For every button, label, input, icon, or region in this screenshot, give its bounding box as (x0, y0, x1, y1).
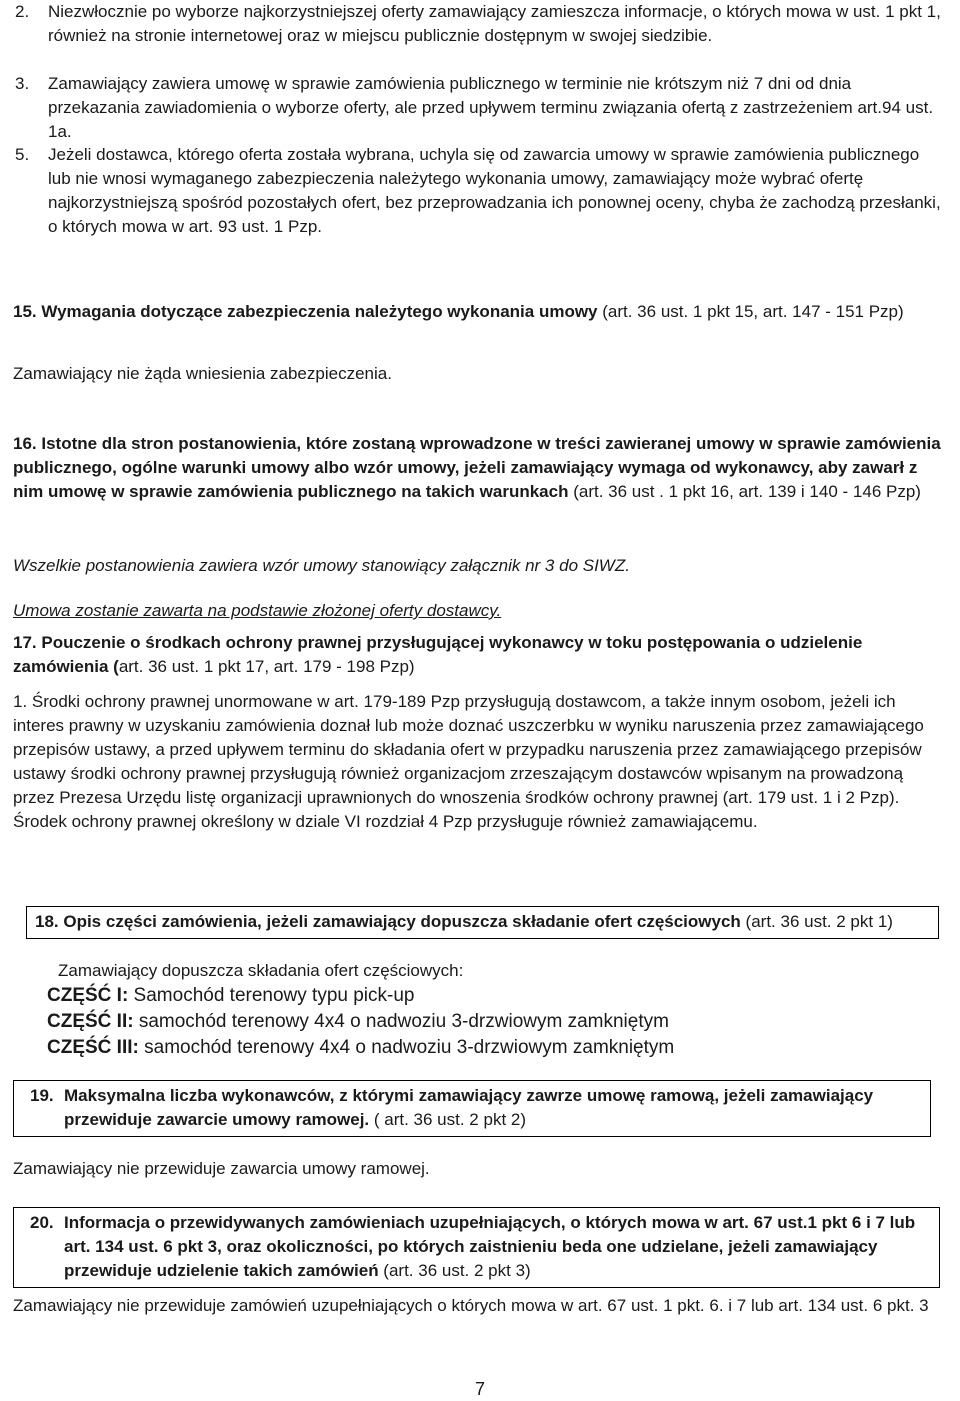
section-17-body: 1. Środki ochrony prawnej unormowane w art. 179-189 Pzp przysługują dostawcom, a także innym osobom, jeżeli ich interes prawny w uzyskaniu zamówienia doznał lub może doznać uszczerbku w wyniku naruszenia przez zamawiającego przepisów ustawy, a przed upływem terminu do składania ofert w przypadku naruszenia przez zamawiającego przepisów ustawy środki ochrony prawnej przysługują również organizacjom zrzeszającym dostawców wpisanym na prowadzoną przez Prezesa Urzędu listę organizacji uprawnionych do wnoszenia środków ochrony prawnej (art. 179 ust. 1 i 2 Pzp). Środek ochrony prawnej określony w dziale VI rozdział 4 Pzp przysługuje również zamawiającemu. (13, 692, 924, 831)
section-17-heading (13, 631, 943, 679)
section-19-body: Zamawiający nie przewiduje zawarcia umowy ramowej. (13, 1159, 430, 1178)
section-17-title: 17. Pouczenie o środkach ochrony prawnej przysługującej wykonawcy w toku postępowania o udzielenie zamówienia ( (13, 633, 863, 676)
section-20-heading-box (13, 1207, 940, 1288)
section-20-body: Zamawiający nie przewiduje zamówień uzupełniających o których mowa w art. 67 ust. 1 pkt. 6. i 7 lub art. 134 ust. 6 pkt. 3 (13, 1296, 929, 1315)
section-19-ref: ( art. 36 ust. 2 pkt 2) (369, 1110, 526, 1129)
page-number: 7 (474, 1379, 485, 1399)
item-text: Jeżeli dostawca, którego oferta została wybrana, uchyla się od zawarcia umowy w sprawie zamówienia publicznego lub nie wnosi wymaganego zabezpieczenia należytego wykonania umowy, zamawiający może wybrać ofertę najkorzystniejszą spośród pozostałych ofert, bez przeprowadzania ich ponownej oceny, chyba że zachodzą przesłanki, o których mowa w art. 93 ust. 1 Pzp. (48, 145, 941, 236)
section-15-title: 15. Wymagania dotyczące zabezpieczenia należytego wykonania umowy (13, 302, 598, 321)
section-16-heading (13, 432, 943, 504)
part-3 (47, 1035, 960, 1061)
item-number: 5. (15, 145, 30, 164)
section-17-ref: art. 36 ust. 1 pkt 17, art. 179 - 198 Pzp) (118, 657, 415, 676)
part-1 (47, 983, 960, 1009)
section-15-ref: (art. 36 ust. 1 pkt 15, art. 147 - 151 Pzp) (602, 302, 904, 321)
section-16-ref: (art. 36 ust . 1 pkt 16, art. 139 i 140 - 146 Pzp) (573, 482, 921, 501)
section-20-number: 20. (30, 1213, 54, 1232)
part-2-label: CZĘŚĆ II: (47, 1011, 134, 1032)
item-text: Zamawiający zawiera umowę w sprawie zamówienia publicznego w terminie nie krótszym niż 7 dni od dnia przekazania zawiadomienia o wyborze oferty, ale przed upływem terminu związania ofertą z zastrzeżeniem art.94 ust. 1a. (48, 74, 934, 141)
section-20-title: Informacja o przewidywanych zamówieniach uzupełniających, o których mowa w art. 67 ust.1 pkt 6 i 7 lub art. 134 ust. 6 pkt 3, oraz okoliczności, po których zaistnieniu beda one udzielane, jeżeli zamawiający przewiduje udzielenie takich zamówień (64, 1213, 916, 1280)
item-number: 3. (15, 74, 30, 93)
section-16-body-2: Umowa zostanie zawarta na podstawie złożonej oferty dostawcy. (13, 601, 502, 620)
item-number: 2. (15, 2, 30, 21)
section-15-heading (13, 300, 943, 324)
part-1-label: CZĘŚĆ I: (47, 985, 129, 1006)
section-20-ref: (art. 36 ust. 2 pkt 3) (378, 1261, 531, 1280)
section-19-title: Maksymalna liczba wykonawców, z którymi zamawiający zawrze umowę ramową, jeżeli zamawiający przewiduje zawarcie umowy ramowej. (64, 1086, 874, 1129)
section-19-number: 19. (30, 1086, 54, 1105)
item-text: Niezwłocznie po wyborze najkorzystniejszej oferty zamawiający zamieszcza informacje, o których mowa w ust. 1 pkt 1, również na stronie internetowej oraz w miejscu publicznie dostępnym w swojej siedzibie. (48, 2, 941, 45)
section-15-body: Zamawiający nie żąda wniesienia zabezpieczenia. (13, 364, 392, 383)
part-3-text: samochód terenowy 4x4 o nadwoziu 3-drzwiowym zamkniętym (138, 1037, 675, 1058)
section-18-ref: (art. 36 ust. 2 pkt 1) (745, 912, 893, 931)
part-1-text: Samochód terenowy typu pick-up (128, 985, 415, 1006)
section-19-heading-box (13, 1080, 931, 1137)
part-2 (47, 1009, 960, 1035)
section-16-body-1: Wszelkie postanowienia zawiera wzór umowy stanowiący załącznik nr 3 do SIWZ. (13, 556, 630, 575)
section-18-intro: Zamawiający dopuszcza składania ofert częściowych: (58, 961, 464, 980)
part-3-label: CZĘŚĆ III: (47, 1037, 139, 1058)
section-18-heading-box (26, 906, 939, 939)
section-16-title: 16. Istotne dla stron postanowienia, które zostaną wprowadzone w treści zawieranej umowy w sprawie zamówienia publicznego, ogólne warunki umowy albo wzór umowy, jeżeli zamawiający wymaga od wykonawcy, aby zawarł z nim umowę w sprawie zamówienia publicznego na takich warunkach (13, 434, 941, 501)
section-18-title: 18. Opis części zamówienia, jeżeli zamawiający dopuszcza składanie ofert częściowych (35, 912, 741, 931)
part-2-text: samochód terenowy 4x4 o nadwoziu 3-drzwiowym zamkniętym (133, 1011, 669, 1032)
